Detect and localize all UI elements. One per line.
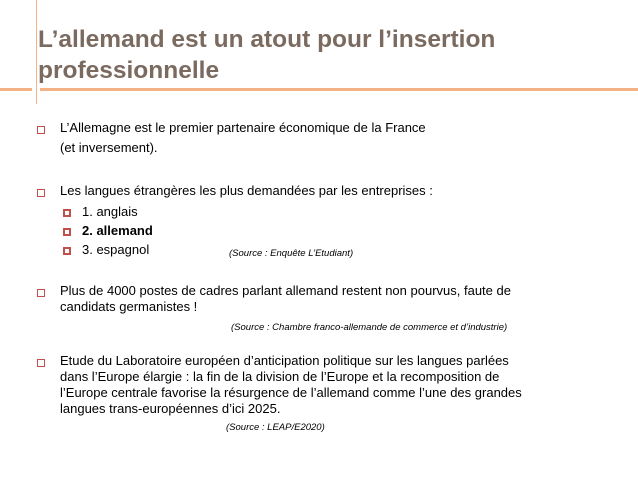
bullet-3-line-1: Plus de 4000 postes de cadres parlant allemand restent non pourvus, faute de: [60, 283, 511, 298]
subitem-1: 1. anglais: [82, 204, 138, 219]
source-note-1: (Source : Enquête L’Etudiant): [229, 248, 354, 259]
subitem-3: 3. espagnol: [82, 242, 150, 257]
bullet-1-line-2: (et inversement).: [60, 140, 158, 155]
source-note-3: (Source : LEAP/E2020): [226, 422, 325, 433]
bullet-square-icon: [37, 126, 45, 134]
bullet-2-line-1: Les langues étrangères les plus demandées par les entreprises :: [60, 183, 433, 198]
sub-bullet-icon: [63, 228, 71, 236]
subitem-2: 2. allemand: [82, 223, 153, 238]
bullet-square-icon: [37, 359, 45, 367]
bullet-1-line-1: L’Allemagne est le premier partenaire économique de la France: [60, 120, 426, 135]
bullet-4-line-4: langues trans-européennes d’ici 2025.: [60, 401, 281, 416]
bullet-4-line-3: l’Europe centrale favorise la résurgence de l’allemand comme l’une des grandes: [60, 385, 522, 400]
title-line-1: L’allemand est un atout pour l’insertion: [38, 26, 496, 53]
bullet-4-line-2: dans l’Europe élargie : la fin de la division de l’Europe et la recomposition de: [60, 369, 500, 384]
bullet-square-icon: [37, 289, 45, 297]
bullet-3-line-2: candidats germanistes !: [60, 299, 198, 314]
title-line-2: professionnelle: [38, 57, 220, 84]
bullet-4-line-1: Etude du Laboratoire européen d’anticipation politique sur les langues parlées: [60, 353, 509, 368]
sub-bullet-icon: [63, 247, 71, 255]
source-note-2: (Source : Chambre franco-allemande de commerce et d’industrie): [231, 322, 508, 333]
bullet-square-icon: [37, 189, 45, 197]
sub-bullet-icon: [63, 209, 71, 217]
